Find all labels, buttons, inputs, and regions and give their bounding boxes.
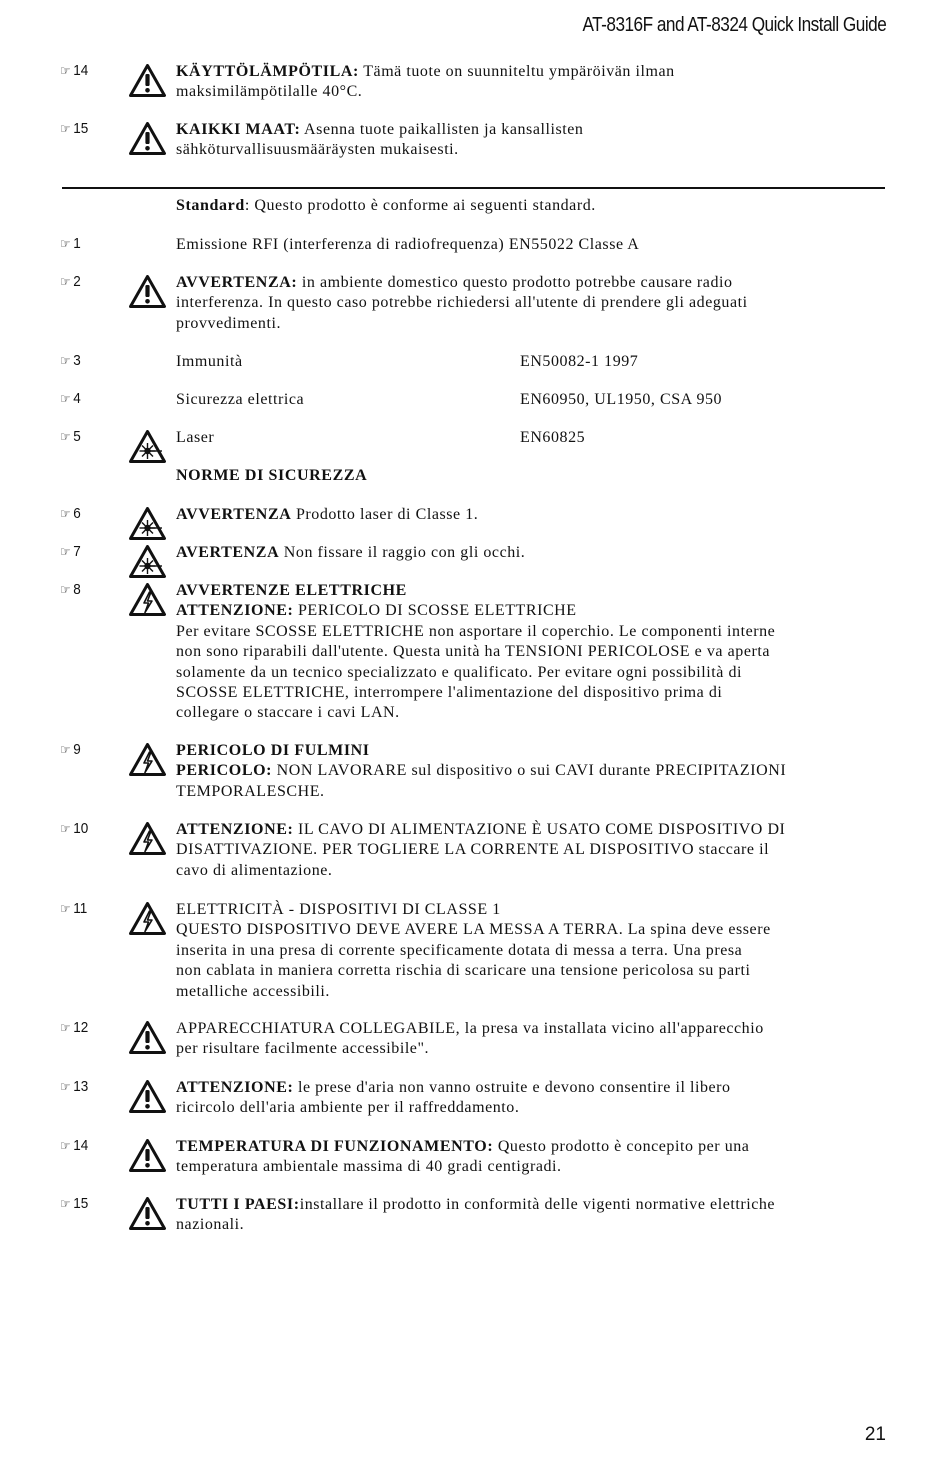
item-number: ☞ 14 [60,62,89,79]
item-text: PERICOLO DI FULMINI PERICOLO: NON LAVORARE sul dispositivo o sui CAVI durante PRECIPITAZIONI TEMPORALESCHE. [176,742,787,800]
standard-code: EN50082-1 1997 [520,353,639,370]
pointing-hand-icon: ☞ [60,507,71,522]
item-text: KAIKKI MAAT: Asenna tuote paikallisten ja kansallisten sähköturvallisuusmääräysten mukaisesti. [176,121,584,159]
item-number: ☞ 15 [60,120,89,137]
pointing-hand-icon: ☞ [60,1080,71,1095]
warning-triangle-icon [129,1197,166,1230]
item-number: ☞ 6 [60,505,81,522]
pointing-hand-icon: ☞ [60,1139,71,1154]
item-number: ☞ 11 [60,900,88,917]
item-number: ☞ 4 [60,390,81,407]
item-number: ☞ 12 [60,1019,89,1036]
item-text: TEMPERATURA DI FUNZIONAMENTO: Questo prodotto è concepito per una temperatura ambientale massima di 40 gradi centigradi. [176,1138,750,1176]
pointing-hand-icon: ☞ [60,392,71,407]
standard-code: EN60825 [520,429,586,446]
item-text: ATTENZIONE: le prese d'aria non vanno ostruite e devono consentire il libero ricircolo dell'aria ambiente per il raffreddamento. [176,1079,731,1117]
item-text: Emissione RFI (interferenza di radiofrequenza) EN55022 Classe A [176,236,640,253]
laser-warning-icon [129,430,166,463]
item-text: APPARECCHIATURA COLLEGABILE, la presa va installata vicino all'apparecchio per risultare facilmente accessibile". [176,1020,764,1058]
pointing-hand-icon: ☞ [60,1021,71,1036]
item-number: ☞ 2 [60,273,81,290]
warning-triangle-icon [129,122,166,155]
item-number: ☞ 9 [60,741,81,758]
page-header: AT-8316F and AT-8324 Quick Install Guide [582,14,886,36]
electrical-hazard-icon [129,743,166,776]
pointing-hand-icon: ☞ [60,902,71,917]
item-number: ☞ 15 [60,1195,89,1212]
warning-triangle-icon [129,275,166,308]
item-text: ATTENZIONE: IL CAVO DI ALIMENTAZIONE È USATO COME DISPOSITIVO DI DISATTIVAZIONE. PER TOGLIERE LA CORRENTE AL DISPOSITIVO staccare il cavo di alimentazione. [176,821,786,879]
pointing-hand-icon: ☞ [60,430,71,445]
pointing-hand-icon: ☞ [60,237,71,252]
warning-triangle-icon [129,64,166,97]
item-number: ☞ 13 [60,1078,89,1095]
item-number: ☞ 5 [60,428,81,445]
pointing-hand-icon: ☞ [60,583,71,598]
item-text: ELETTRICITÀ - DISPOSITIVI DI CLASSE 1 QUESTO DISPOSITIVO DEVE AVERE LA MESSA A TERRA. La spina deve essere inserita in una presa di corrente specificamente dotata di messa a terra. Una presa non cablata in maniera corretta rischia di scaricare una tensione pericolosa su parti metalliche accessibili. [176,901,771,1000]
item-number: ☞ 1 [60,235,81,252]
pointing-hand-icon: ☞ [60,354,71,369]
pointing-hand-icon: ☞ [60,822,71,837]
laser-warning-icon [129,545,166,578]
item-number: ☞ 8 [60,581,81,598]
pointing-hand-icon: ☞ [60,275,71,290]
section-divider [62,187,885,189]
standard-name: Sicurezza elettrica [176,391,305,408]
pointing-hand-icon: ☞ [60,545,71,560]
pointing-hand-icon: ☞ [60,64,71,79]
standard-name: Immunità [176,353,243,370]
standard-code: EN60950, UL1950, CSA 950 [520,391,723,408]
warning-triangle-icon [129,1139,166,1172]
item-number: ☞ 14 [60,1137,89,1154]
item-text: TUTTI I PAESI:installare il prodotto in conformità delle vigenti normative elettriche nazionali. [176,1196,776,1234]
pointing-hand-icon: ☞ [60,122,71,137]
item-number: ☞ 7 [60,543,81,560]
electrical-hazard-icon [129,822,166,855]
item-text: KÄYTTÖLÄMPÖTILA: Tämä tuote on suunniteltu ympäröivän ilman maksimilämpötilalle 40°C. [176,63,675,101]
item-text: AVVERTENZA: in ambiente domestico questo prodotto potrebbe causare radio interferenza. In questo caso potrebbe richiedersi all'utente di prendere gli adeguati provvedimenti. [176,274,748,332]
standard-name: Laser [176,429,215,446]
item-text: AVERTENZA Non fissare il raggio con gli occhi. [176,544,526,561]
item-text: AVVERTENZE ELETTRICHE ATTENZIONE: PERICOLO DI SCOSSE ELETTRICHE Per evitare SCOSSE ELETTRICHE non asportare il coperchio. Le componenti interne non sono riparabili dall'utente. Questa unità ha TENSIONI PERICOLOSE e va aperta solamente da un tecnico specializzato e qualificato. Per evitare ogni possibilità di SCOSSE ELETTRICHE, interrompere l'alimentazione del dispositivo prima di collegare o staccare i cavi LAN. [176,582,776,722]
laser-warning-icon [129,507,166,540]
electrical-hazard-icon [129,583,166,616]
item-text: AVVERTENZA Prodotto laser di Classe 1. [176,506,479,523]
electrical-hazard-icon [129,902,166,935]
pointing-hand-icon: ☞ [60,1197,71,1212]
pointing-hand-icon: ☞ [60,743,71,758]
item-number: ☞ 3 [60,352,81,369]
warning-triangle-icon [129,1021,166,1054]
item-number: ☞ 10 [60,820,89,837]
warning-triangle-icon [129,1080,166,1113]
page-number: 21 [864,1424,886,1445]
